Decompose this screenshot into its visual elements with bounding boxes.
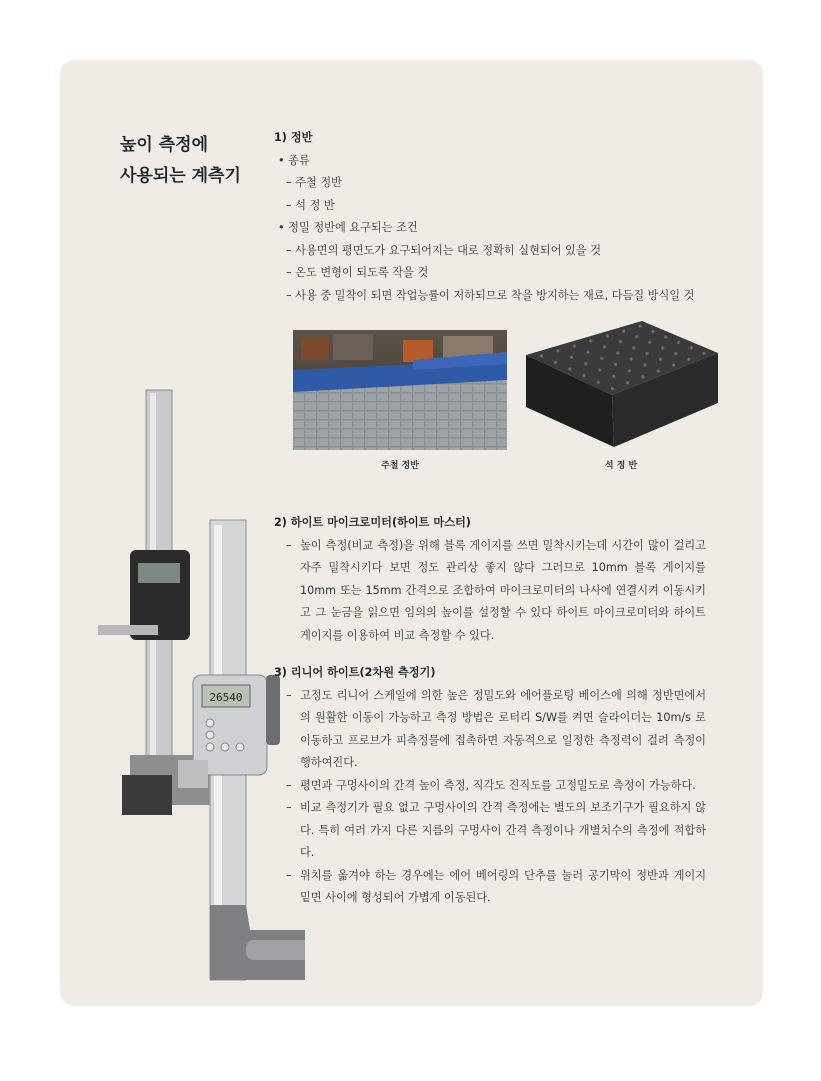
condition-item: – 사용 중 밀착이 되면 작업능률이 저하되므로 착을 방지하는 재료, 다듬질 방식일 것: [286, 288, 695, 302]
plate-hole: [540, 354, 543, 357]
plate-hole: [643, 363, 646, 366]
plate-hole: [589, 339, 592, 342]
dash-mark: –: [286, 778, 292, 792]
plate-hole: [611, 387, 614, 390]
plate-hole: [626, 381, 629, 384]
section-height-micrometer: [274, 512, 706, 647]
plate-hole: [619, 340, 622, 343]
plate-hole: [657, 369, 660, 372]
section-linear-height: [274, 662, 706, 910]
plate-hole: [672, 364, 675, 367]
plate-hole: [582, 374, 585, 377]
condition-item: – 온도 변형이 되도록 작을 것: [286, 266, 429, 279]
type-item: – 석 정 반: [286, 198, 335, 212]
plate-hole: [690, 346, 693, 349]
plate-hole: [603, 345, 606, 348]
plate-hole: [586, 351, 589, 354]
cast-iron-plate-image: [293, 330, 507, 450]
cast-iron-caption: 주철 정반: [381, 461, 419, 471]
condition-item: – 사용면의 평면도가 요구되어지는 대로 정확히 실현되어 있을 것: [286, 243, 602, 257]
plate-hole: [556, 349, 559, 352]
section1-heading: 1) 정반: [274, 131, 313, 144]
plate-hole: [622, 330, 625, 333]
section-surface-plate: [274, 127, 754, 307]
plate-hole: [648, 341, 651, 344]
plate-hole: [554, 361, 557, 364]
plate-hole: [573, 344, 576, 347]
gauge-display-value: 26540: [209, 691, 243, 704]
plate-hole: [674, 352, 677, 355]
stone-caption: 석 정 반: [604, 461, 638, 471]
section3-item: – 위치를 옮겨야 하는 경우에는 에어 베어링의 단추를 눌러 공기막이 정반과 게이지 밑면 사이에 형성되어 가볍게 이동된다.: [274, 865, 706, 910]
plate-hole: [630, 357, 633, 360]
plate-hole: [598, 368, 601, 371]
section3-heading: 3) 리니어 하이트(2차원 측정기): [274, 666, 436, 679]
plate-hole: [659, 358, 662, 361]
plate-hole: [664, 335, 667, 338]
plate-hole: [632, 346, 635, 349]
bullet-conditions: • 정밀 정반에 요구되는 조건: [278, 221, 418, 234]
plate-hole: [568, 367, 571, 370]
title-line-1: 높이 측정에: [120, 135, 209, 155]
section3-item: – 고정도 리니어 스케일에 의한 높은 정밀도와 에어플로팅 베이스에 의해 정반면에서의 원활한 이동이 가능하고 측정 방법은 로터리 S/W를 켜면 슬라이더는 10m/s 로 이동하고 프로브가 피측정물에 접촉하면 자동적으로 일정한 측정력이 걸려 측정이 행하여진다.: [274, 685, 706, 775]
plate-hole: [677, 341, 680, 344]
dash-mark: –: [286, 538, 292, 552]
plate-hole: [687, 358, 690, 361]
plate-hole: [641, 375, 644, 378]
plate-hole: [628, 369, 631, 372]
section3-item: – 비교 측정기가 필요 없고 구멍사이의 간격 측정에는 별도의 보조기구가 필요하지 않다. 특히 여러 가지 다른 지름의 구멍사이 간격 측정이나 개별치수의 측정에 적합하다.: [274, 797, 706, 865]
plate-hole: [661, 346, 664, 349]
plate-hole: [597, 381, 600, 384]
plate-hole: [616, 351, 619, 354]
title-line-2: 사용되는 계측기: [120, 166, 241, 186]
plate-hole: [600, 357, 603, 360]
plate-hole: [584, 362, 587, 365]
content-panel: [60, 60, 763, 1006]
stone-plate-image: [522, 315, 720, 450]
bullet-types: • 종류: [278, 153, 310, 167]
height-gauge-image: [90, 385, 305, 985]
plate-hole: [639, 325, 642, 328]
section2-item: – 높이 측정(비교 측정)을 위해 블록 게이지를 쓰면 밀착시키는데 시간이 많이 걸리고 자주 밀착시키다 보면 정도 관리상 좋지 않다 그러므로 10mm 블록 게이지를 10mm 또는 15mm 간격으로 조합하여 마이크로미터의 나사에 연결시켜 이동시키고 그 눈금을 읽으면 임의의 높이를 설정할 수 있다 하이트 마이크로미터와 하이트 게이지를 이용하여 비교 측정할 수 있다.: [274, 535, 706, 648]
dash-mark: –: [286, 868, 292, 882]
dash-mark: –: [286, 688, 292, 702]
plate-hole: [570, 356, 573, 359]
plate-hole: [635, 335, 638, 338]
plate-hole: [645, 352, 648, 355]
plate-hole: [702, 352, 705, 355]
type-item: – 주철 정반: [286, 176, 342, 189]
plate-hole: [606, 334, 609, 337]
section2-heading: 2) 하이트 마이크로미터(하이트 마스터): [274, 516, 471, 529]
dash-mark: –: [286, 801, 292, 814]
plate-hole: [612, 375, 615, 378]
plate-hole: [614, 363, 617, 366]
section3-item: – 평면과 구멍사이의 간격 높이 측정, 직각도 진직도를 고정밀도로 측정이 가능하다.: [274, 775, 706, 798]
plate-hole: [651, 330, 654, 333]
page-title: [120, 130, 241, 192]
